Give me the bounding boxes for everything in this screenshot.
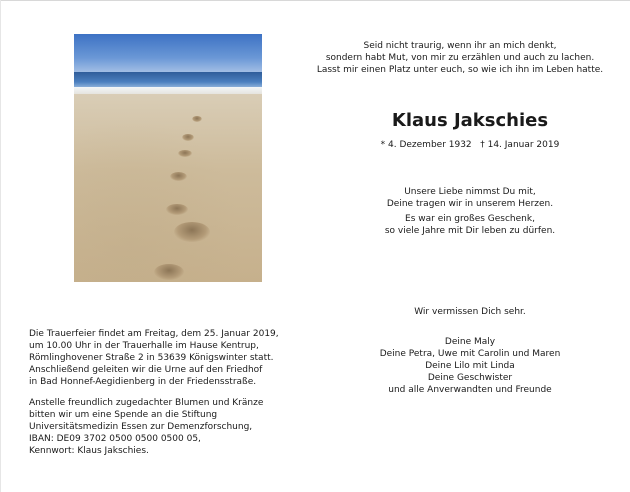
beach-footprints-photo — [74, 34, 262, 282]
deceased-name: Klaus Jakschies — [391, 110, 549, 131]
footprint — [182, 134, 194, 141]
footprint — [170, 172, 187, 181]
verse-line: so viele Jahre mit Dir leben zu dürfen. — [384, 226, 556, 236]
family-block — [340, 336, 600, 396]
family-line: Deine Geschwister — [427, 373, 513, 383]
verse-block-2 — [340, 213, 600, 237]
family-line: und alle Anverwandten und Freunde — [388, 385, 552, 395]
top-border — [0, 0, 630, 1]
photo-sand — [74, 94, 262, 282]
verse-block-1 — [340, 186, 600, 210]
ceremony-line: Anschließend geleiten wir die Urne auf den Friedhof — [29, 365, 263, 375]
quote-line: Seid nicht traurig, wenn ihr an mich denkt, — [363, 41, 557, 51]
family-line: Deine Maly — [444, 337, 496, 347]
donation-line: Kennwort: Klaus Jakschies. — [29, 446, 149, 456]
donation-line: bitten wir um eine Spende an die Stiftung — [29, 410, 218, 420]
donation-line: Universitätsmedizin Essen zur Demenzforschung, — [29, 422, 253, 432]
quote-line: sondern habt Mut, von mir zu erzählen und auch zu lachen. — [325, 53, 595, 63]
verse-line: Es war ein großes Geschenk, — [405, 214, 535, 224]
donation-info — [29, 397, 319, 457]
ceremony-info — [29, 328, 319, 388]
verse-line: Deine tragen wir in unserem Herzen. — [386, 199, 554, 209]
life-dates: * 4. Dezember 1932 † 14. Januar 2019 — [380, 140, 560, 150]
footprint — [178, 150, 192, 157]
footprint — [174, 222, 210, 242]
family-line: Deine Lilo mit Linda — [425, 361, 515, 371]
ceremony-line: Die Trauerfeier findet am Freitag, dem 25. Januar 2019, — [29, 329, 279, 339]
donation-line: IBAN: DE09 3702 0500 0500 0500 05, — [29, 434, 201, 444]
family-line: Deine Petra, Uwe mit Carolin und Maren — [379, 349, 561, 359]
quote-block — [315, 40, 605, 76]
left-border — [0, 0, 1, 492]
photo-sky — [74, 34, 262, 74]
verse-line: Unsere Liebe nimmst Du mit, — [404, 187, 536, 197]
ceremony-line: um 10.00 Uhr in der Trauerhalle im Hause Kentrup, — [29, 341, 259, 351]
miss-line: Wir vermissen Dich sehr. — [414, 307, 526, 317]
donation-line: Anstelle freundlich zugedachter Blumen und Kränze — [29, 398, 264, 408]
footprint — [166, 204, 188, 215]
ceremony-line: in Bad Honnef-Aegidienberg in der Friedensstraße. — [29, 377, 257, 387]
ceremony-line: Römlinghovener Straße 2 in 53639 Königswinter statt. — [29, 353, 274, 363]
footprint — [192, 116, 202, 122]
footprint — [154, 264, 184, 280]
quote-line: Lasst mir einen Platz unter euch, so wie ich ihn im Leben hatte. — [316, 65, 604, 75]
